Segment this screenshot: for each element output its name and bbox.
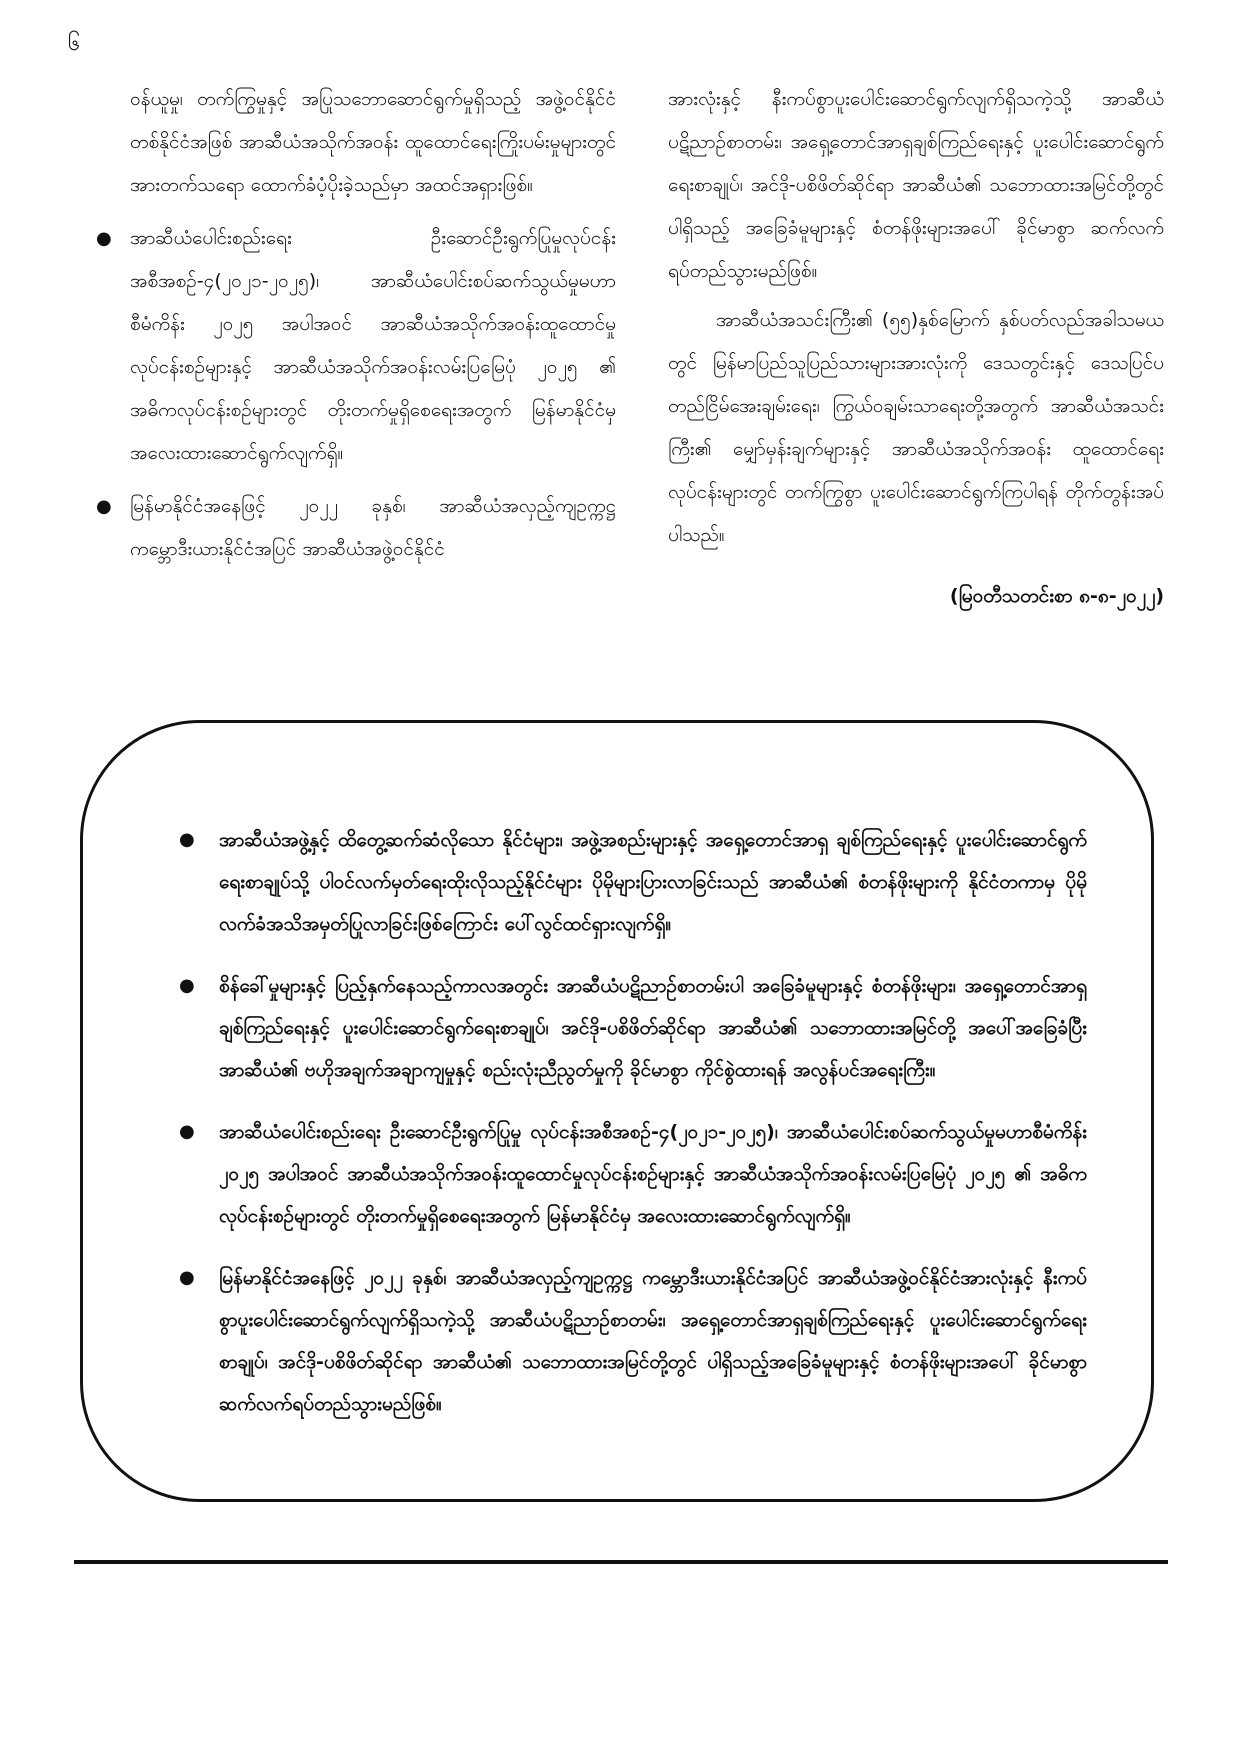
list-item: ● မြန်မာနိုင်ငံအနေဖြင့် ၂၀၂၂ ခုနှစ်၊ အာဆီယံအလှည့်ကျဥက္ကဋ္ဌ ကမ္ဘောဒီးယားနိုင်ငံအပြင် အာဆီယံအဖွဲ့ဝင်နိုင်ငံအားလုံးနှင့် နီးကပ်စွာပူးပေါင်းဆောင်ရွက်လျက်ရှိသကဲ့သို့ အာဆီယံပဋိညာဉ်စာတမ်း၊ အရှေ့တောင်အာရှချစ်ကြည်ရေးနှင့် ပူးပေါင်းဆောင်ရွက်ရေးစာချုပ်၊ အင်ဒို-ပစိဖိတ်ဆိုင်ရာ အာဆီယံ၏ သဘောထားအမြင်တို့တွင် ပါရှိသည့်အခြေခံမူများနှင့် စံတန်ဖိုးများအပေါ် ခိုင်မာစွာ ဆက်လက်ရပ်တည်သွားမည်ဖြစ်။ — [179, 1257, 1087, 1425]
list-item: ● အာဆီယံပေါင်းစည်းရေး ဦးဆောင်ဦးရွက်ပြုမှု လုပ်ငန်းအစီအစဉ်-၄(၂၀၂၁-၂၀၂၅)၊ အာဆီယံပေါင်းစပ်ဆက်သွယ်မှုမဟာစီမံကိန်း ၂၀၂၅ အပါအဝင် အာဆီယံအသိုက်အဝန်းထူထောင်မှုလုပ်ငန်းစဉ်များနှင့် အာဆီယံအသိုက်အဝန်းလမ်းပြမြေပုံ ၂၀၂၅ ၏ အဓိကလုပ်ငန်းစဉ်များတွင် တိုးတက်မှုရှိစေရေးအတွက် မြန်မာနိုင်ငံမှ အလေးထားဆောင်ရွက်လျက်ရှိ။ — [179, 1111, 1087, 1237]
right-column — [668, 78, 1164, 618]
article-body — [96, 78, 1164, 678]
summary-bullet-list — [83, 723, 1151, 1425]
list-item: ● မြန်မာနိုင်ငံအနေဖြင့် ၂၀၂၂ ခုနှစ်၊ အာဆီယံအလှည့်ကျဥက္ကဋ္ဌ ကမ္ဘောဒီးယားနိုင်ငံအပြင် အာဆီယံအဖွဲ့ဝင်နိုင်ငံ — [96, 485, 616, 571]
right-continuation-paragraph: အားလုံးနှင့် နီးကပ်စွာပူးပေါင်းဆောင်ရွက်လျက်ရှိသကဲ့သို့ အာဆီယံပဋိညာဉ်စာတမ်း၊ အရှေ့တောင်အာရှချစ်ကြည်ရေးနှင့် ပူးပေါင်းဆောင်ရွက်ရေးစာချုပ်၊ အင်ဒို-ပစိဖိတ်ဆိုင်ရာ အာဆီယံ၏ သဘောထားအမြင်တို့တွင် ပါရှိသည့် အခြေခံမူများနှင့် စံတန်ဖိုးများအပေါ် ခိုင်မာစွာ ဆက်လက်ရပ်တည်သွားမည်ဖြစ်။ — [668, 88, 1164, 282]
left-column — [96, 78, 616, 571]
summary-box — [80, 720, 1154, 1502]
closing-paragraph: အာဆီယံအသင်းကြီး၏ (၅၅)နှစ်မြောက် နှစ်ပတ်လည်အခါသမယတွင် မြန်မာပြည်သူပြည်သားများအားလုံးကို ဒေသတွင်းနှင့် ဒေသပြင်ပတည်ငြိမ်အေးချမ်းရေး၊ ကြွယ်ဝချမ်းသာရေးတို့အတွက် အာဆီယံအသင်းကြီး၏ မျှော်မှန်းချက်များနှင့် အာဆီယံအသိုက်အဝန်း ထူထောင်ရေးလုပ်ငန်းများတွင် တက်ကြွစွာ ပူးပေါင်းဆောင်ရွက်ကြပါရန် တိုက်တွန်းအပ်ပါသည်။ — [668, 309, 1164, 546]
left-lead-paragraph: ဝန်ယူမှု၊ တက်ကြွမှုနှင့် အပြုသဘောဆောင်ရွက်မှုရှိသည့် အဖွဲ့ဝင်နိုင်ငံတစ်နိုင်ငံအဖြစ် အာဆီယံအသိုက်အဝန်း ထူထောင်ရေးကြိုးပမ်းမှုများတွင် အားတက်သရော ထောက်ခံပံ့ပိုးခဲ့သည်မှာ အထင်အရှားဖြစ်။ — [130, 88, 616, 196]
left-bullet-list — [96, 217, 616, 571]
source-citation: (မြဝတီသတင်းစာ ၈-၈-၂၀၂၂) — [949, 585, 1164, 607]
list-item: ● အာဆီယံပေါင်းစည်းရေး ဦးဆောင်ဦးရွက်ပြုမှုလုပ်ငန်းအစီအစဉ်-၄(၂၀၂၁-၂၀၂၅)၊ အာဆီယံပေါင်းစပ်ဆက်သွယ်မှုမဟာစီမံကိန်း ၂၀၂၅ အပါအဝင် အာဆီယံအသိုက်အဝန်းထူထောင်မှုလုပ်ငန်းစဉ်များနှင့် အာဆီယံအသိုက်အဝန်းလမ်းပြမြေပုံ ၂၀၂၅ ၏ အဓိကလုပ်ငန်းစဉ်များတွင် တိုးတက်မှုရှိစေရေးအတွက် မြန်မာနိုင်ငံမှ အလေးထားဆောင်ရွက်လျက်ရှိ။ — [96, 217, 616, 475]
bottom-divider — [74, 1560, 1168, 1564]
page-number: ၆ — [68, 31, 81, 56]
list-item: ● စိန်ခေါ်မှုများနှင့် ပြည့်နှက်နေသည့်ကာလအတွင်း အာဆီယံပဋိညာဉ်စာတမ်းပါ အခြေခံမူများနှင့် စံတန်ဖိုးများ၊ အရှေ့တောင်အာရှချစ်ကြည်ရေးနှင့် ပူးပေါင်းဆောင်ရွက်ရေးစာချုပ်၊ အင်ဒို-ပစိဖိတ်ဆိုင်ရာ အာဆီယံ၏ သဘောထားအမြင်တို့ အပေါ်အခြေခံပြီး အာဆီယံ၏ ဗဟိုအချက်အချာကျမှုနှင့် စည်းလုံးညီညွတ်မှုကို ခိုင်မာစွာ ကိုင်စွဲထားရန် အလွန်ပင်အရေးကြီး။ — [179, 965, 1087, 1091]
list-item: ● အာဆီယံအဖွဲ့နှင့် ထိတွေ့ဆက်ဆံလိုသော နိုင်ငံများ၊ အဖွဲ့အစည်းများနှင့် အရှေ့တောင်အာရှ ချစ်ကြည်ရေးနှင့် ပူးပေါင်းဆောင်ရွက်ရေးစာချုပ်သို့ ပါဝင်လက်မှတ်ရေးထိုးလိုသည့်နိုင်ငံများ ပိုမိုများပြားလာခြင်းသည် အာဆီယံ၏ စံတန်ဖိုးများကို နိုင်ငံတကာမှ ပိုမိုလက်ခံအသိအမှတ်ပြုလာခြင်းဖြစ်ကြောင်း ပေါ်လွင်ထင်ရှားလျက်ရှိ။ — [179, 819, 1087, 945]
